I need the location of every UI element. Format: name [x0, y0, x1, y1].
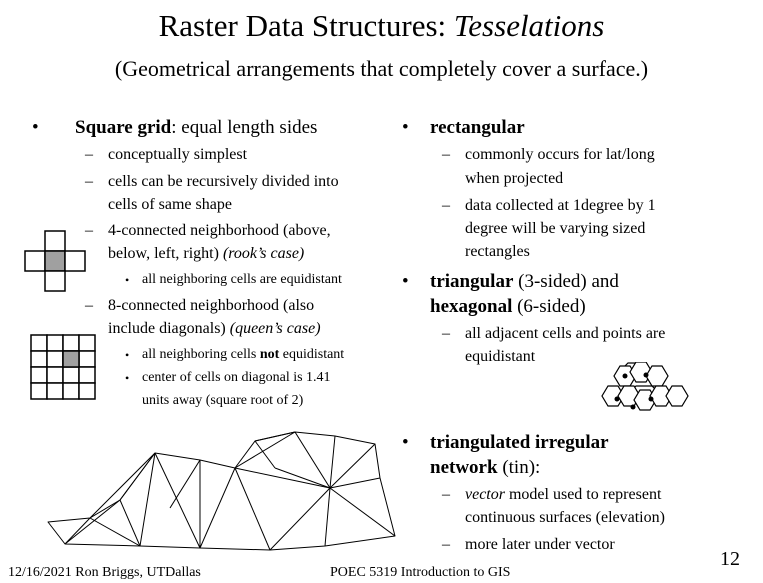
item-conceptually-simplest: conceptually simplest — [108, 146, 248, 163]
tin-heading-1: triangulated irregular — [430, 432, 609, 453]
diagonal-note-1: center of cells on diagonal is 1.41 — [142, 370, 331, 385]
hexagonal-heading — [430, 296, 586, 318]
rect-item-1-cont: when projected — [465, 170, 564, 187]
grid-center-cell — [45, 251, 65, 271]
slide-title — [0, 8, 763, 44]
tin-vector-italic: vector — [465, 486, 505, 503]
tin-item-1-cont: continuous surfaces (elevation) — [465, 509, 665, 526]
rook-note: all neighboring cells are equidistant — [142, 272, 342, 287]
dash: – — [442, 536, 450, 553]
bullet-rectangular: • — [402, 117, 409, 138]
rectangular-heading: rectangular — [430, 117, 525, 138]
item-8-connected-cont — [108, 320, 321, 338]
grid-cell — [65, 251, 85, 271]
diagonal-note-2: units away (square root of 2) — [142, 393, 304, 408]
bullet-tin: • — [402, 432, 409, 453]
rect-item-2-cont: degree will be varying sized — [465, 220, 646, 237]
dash: – — [85, 173, 93, 190]
dash: – — [442, 486, 450, 503]
hexagonal-rest: (6-sided) — [512, 296, 586, 317]
tin-item-1-rest: model used to represent — [504, 486, 662, 503]
bullet-square-grid: • — [32, 117, 39, 138]
triangular-rest: (3-sided) and — [513, 271, 619, 292]
dash: – — [85, 146, 93, 163]
sub-bullet: • — [125, 273, 130, 287]
tin-item-2: more later under vector — [465, 536, 615, 553]
footer-center: POEC 5319 Introduction to GIS — [330, 565, 511, 580]
tri-item-1: all adjacent cells and points are — [465, 325, 666, 342]
item-same-shape: cells of same shape — [108, 196, 232, 213]
bullet-triangular: • — [402, 271, 409, 292]
item-4-connected-cont — [108, 245, 304, 263]
rook-case: (rook’s case) — [222, 245, 305, 262]
sub-bullet: • — [125, 371, 130, 385]
queen-note-pre: all neighboring cells — [142, 347, 260, 362]
queen-note-post: equidistant — [279, 347, 345, 362]
hexagon-figure — [598, 362, 694, 422]
footer-left: 12/16/2021 Ron Briggs, UTDallas — [8, 565, 201, 580]
item-4-connected: 4-connected neighborhood (above, — [108, 222, 331, 239]
triangular-heading — [430, 271, 619, 293]
rook-grid-figure — [24, 230, 89, 295]
queen-grid-figure — [30, 334, 100, 404]
sub-bullet: • — [125, 348, 130, 362]
grid-cell — [25, 251, 45, 271]
tin-network-bold: network — [430, 457, 498, 478]
item-8-connected: 8-connected neighborhood (also — [108, 297, 315, 314]
rect-item-2: data collected at 1degree by 1 — [465, 197, 656, 214]
slide-subtitle: (Geometrical arrangements that completely cover a surface.) — [114, 56, 649, 81]
dash: – — [85, 297, 93, 314]
tin-heading-2 — [430, 457, 540, 479]
square-grid-bold: Square grid — [75, 117, 172, 138]
dash: – — [442, 197, 450, 214]
tri-item-1-cont: equidistant — [465, 348, 536, 365]
square-grid-rest: : equal length sides — [171, 117, 318, 138]
page-number: 12 — [720, 548, 740, 570]
title-main: Raster Data Structures: — [158, 8, 454, 43]
tin-item-1 — [465, 486, 661, 504]
dash: – — [442, 146, 450, 163]
triangular-bold: triangular — [430, 271, 514, 292]
rect-item-1: commonly occurs for lat/long — [465, 146, 655, 163]
queen-note — [142, 347, 344, 363]
square-grid-heading — [75, 117, 317, 139]
dash: – — [442, 325, 450, 342]
tin-figure — [30, 408, 400, 558]
queen-note-not: not — [259, 347, 280, 362]
hexagonal-bold: hexagonal — [430, 296, 513, 317]
title-italic: Tesselations — [453, 8, 605, 43]
item-8-connected-text: include diagonals) — [108, 320, 230, 337]
dash: – — [85, 222, 93, 239]
tin-rest: (tin): — [497, 457, 541, 478]
rect-item-2-cont2: rectangles — [465, 243, 530, 260]
item-4-connected-text: below, left, right) — [108, 245, 223, 262]
queen-case: (queen’s case) — [229, 320, 321, 337]
item-recursively-divided: cells can be recursively divided into — [108, 173, 339, 190]
grid-cell — [45, 271, 65, 291]
grid-cell — [45, 231, 65, 251]
